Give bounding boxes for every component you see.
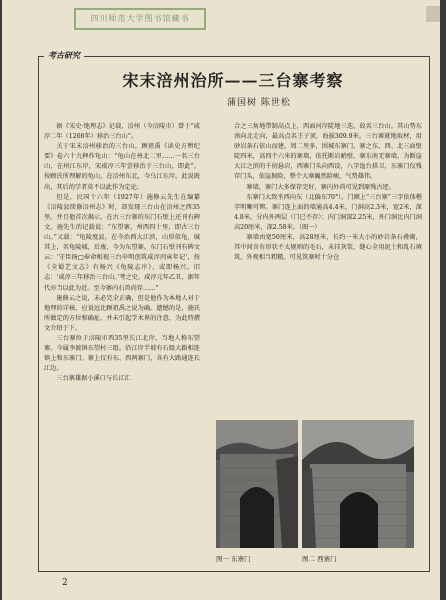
paragraph: 寨墙，寨门大多保存完好，寨内外尚可见到原残古迹。 (246, 183, 395, 191)
right-column (234, 122, 422, 360)
paragraph: 寨墙由宽50厘米，高28厘米，长约一米大小的砂岩条石叠砌，其中间含有形状不太规则的毛石，未挂灰浆，缝心全用泥土和乱石填筑，外观相当粗糙。可见筑寨时十分仓 (234, 234, 422, 262)
article-title: 宋末涪州治所——三台寨考察 (122, 71, 344, 90)
journal-page (2, 0, 440, 600)
east-gate-photo (216, 420, 298, 548)
page-edge-tab (426, 6, 440, 22)
paragraph: 施修云之说，未必完全正确，但是他作为本地人对于地理的详核，应说远比顾祖禹之说为确。遗憾的是，施氏所做定的方位和确址，并未引起学术界的注意，为此特撰文介绍于下。 (44, 294, 200, 332)
paragraph: 东寨门大致坐西向东（北偏东70°），门额上“三台寨”三字依体楷字明晰可辨。寨门连上面的墙通高4.4米。门洞高2.3米，宽2米，深4.8米，分内外两层（门已不存）；内门洞深2.25米，外门洞比内门洞高20厘米，深2.58米。（图一） (234, 193, 422, 231)
figure-caption: 图二 西寨门 (302, 555, 337, 563)
library-stamp: 四川师范大学图书馆藏书 (74, 8, 206, 30)
paragraph: 三台寨雄据小溪口与长江汇 (56, 375, 131, 383)
paragraph: 合之三角地带制高点上，西面河岸陡地三迭，故名三台山。其山势东南向北走向，最高点名王子顶，海拔309.9米。三台寨就地取材，用砂岩条石依山而建，周二里多，围城东寨门，寨之东、西、北三面壁陡四米，高四个六米的寨墙，依托断岩峭壁，寨东南无寨墙，为断崖大江之滨的千仞悬岩，西寨门头向西设，八字迤台拱卫，东寨门仅残存门头，依崖据险，整个大寨巍然险峻，气势雄伟。 (234, 123, 422, 181)
page-number: 2 (62, 578, 68, 588)
column-label: 考古研究 (44, 50, 84, 61)
paragraph: 三台寨位于涪陵市西35里长江北岸，当地人称东望寨，今属李渡镇东望村三组。沿江岸半坡有石级大路相连镇上和东寨门。寨上仅有东、西两寨门，各有大路通连长江边。 (44, 334, 200, 373)
paragraph: 据《宋史·地理志》记载，涪州（今涪陵市）曾于“咸淳二年（1266年）移治三台山”。 (44, 123, 200, 141)
west-gate-photo (302, 420, 414, 548)
paragraph: 关于宋末涪州移治的三台山，顾祖禹《读史方舆纪要》卷六十九释作龟山：“龟山在州北二里……一名三台山，在州江东岸，宋咸淳三年尝移治于三台山，即此”。按顾氏所理解的龟山，在涪州东北，今乌江东岸。此说既出，其后的学者莫不以此作为定论。 (44, 143, 200, 191)
paragraph: 但是，民国十六年（1927年）施修云先生在编纂《涪陵县续修涪州志》时，却发现三台山在涪州之西35里。并且他首次揭示，在古三台寨的东门石壁上还刊有碑文。施先生的记载说：“东望寨，州西四十里，即古三台山。”又载：“龟陵度县，在今治西大江滨，山形似龟，城其上，名龟陵城，后废，今为东望寨。东门石壁刊有碑文云：‘守臣扬□奉命相视三台申明创筑咸淳丙寅年记’，按《全蜀艺文志》有杨兴《龟陵志序》，或即杨兴。旧志：‘咸淳三年移治三台山。’考之史，咸淳元年乙丑，据年代亦当以此为近。至今寨内石兽尚存……” (44, 193, 200, 292)
figure-caption: 图一 东寨门 (216, 555, 251, 563)
article-authors: 蒲国树 陈世松 (227, 98, 291, 108)
left-column (44, 122, 200, 562)
